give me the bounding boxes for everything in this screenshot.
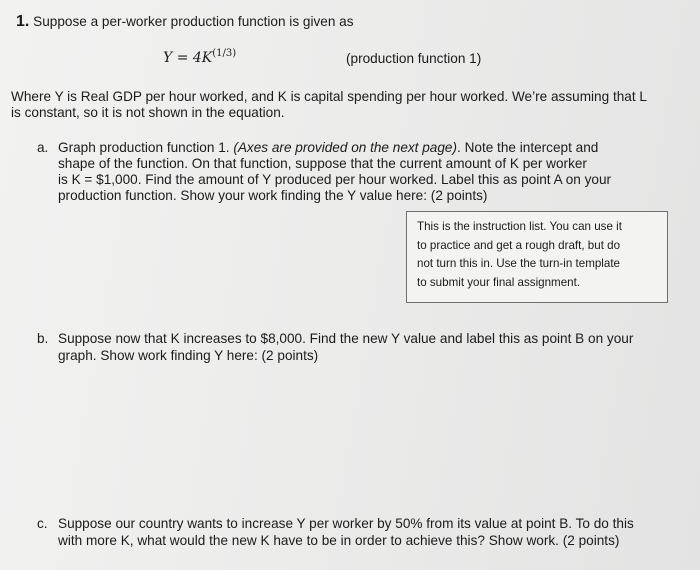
part-c-line-2: with more K, what would the new K have to be in order to achieve this? Show work. (2 points) <box>58 533 620 548</box>
part-a-label: a. <box>37 140 49 155</box>
equation-lhs: Y = 4K <box>163 50 213 66</box>
part-a-line-1 <box>58 139 598 156</box>
question-intro: Suppose a per-worker production function is given as <box>33 14 354 29</box>
part-b-line-1: Suppose now that K increases to $8,000. Find the new Y value and label this as point B on your <box>58 331 634 346</box>
note-line-1: This is the instruction list. You can use it <box>417 220 622 233</box>
part-a-line-2: shape of the function. On that function, suppose that the current amount of K per worker <box>58 156 587 171</box>
part-b-label: b. <box>37 331 49 346</box>
part-a-text-end: . Note the intercept and <box>457 140 599 155</box>
equation-exponent: (1/3) <box>212 48 237 59</box>
question-number: 1 <box>16 13 25 30</box>
part-b-line-2: graph. Show work finding Y here: (2 points) <box>58 348 319 363</box>
part-c-line-1: Suppose our country wants to increase Y per worker by 50% from its value at point B. To do this <box>58 516 634 531</box>
note-line-4: to submit your final assignment. <box>417 275 581 289</box>
part-a-axes-note: (Axes are provided on the next page) <box>233 140 458 155</box>
note-line-2: to practice and get a rough draft, but do <box>417 238 621 252</box>
equation-label: (production function 1) <box>346 51 482 66</box>
part-a-line-3: is K = $1,000. Find the amount of Y produced per hour worked. Label this as point A on your <box>58 172 612 187</box>
instruction-note-box <box>406 211 668 303</box>
part-a-text: Graph production function 1. <box>58 140 234 155</box>
question-header: 1. Suppose a per-worker production function is given as <box>16 13 354 30</box>
part-a-line-4: production function. Show your work finding the Y value here: (2 points) <box>58 188 488 203</box>
description-line-2: is constant, so it is not shown in the equation. <box>11 105 285 120</box>
description-line-1: Where Y is Real GDP per hour worked, and K is capital spending per hour worked. We’re assuming that L <box>11 89 647 104</box>
part-c-label: c. <box>37 516 48 531</box>
note-line-3: not turn this in. Use the turn-in template <box>417 257 620 270</box>
production-equation <box>163 50 236 68</box>
